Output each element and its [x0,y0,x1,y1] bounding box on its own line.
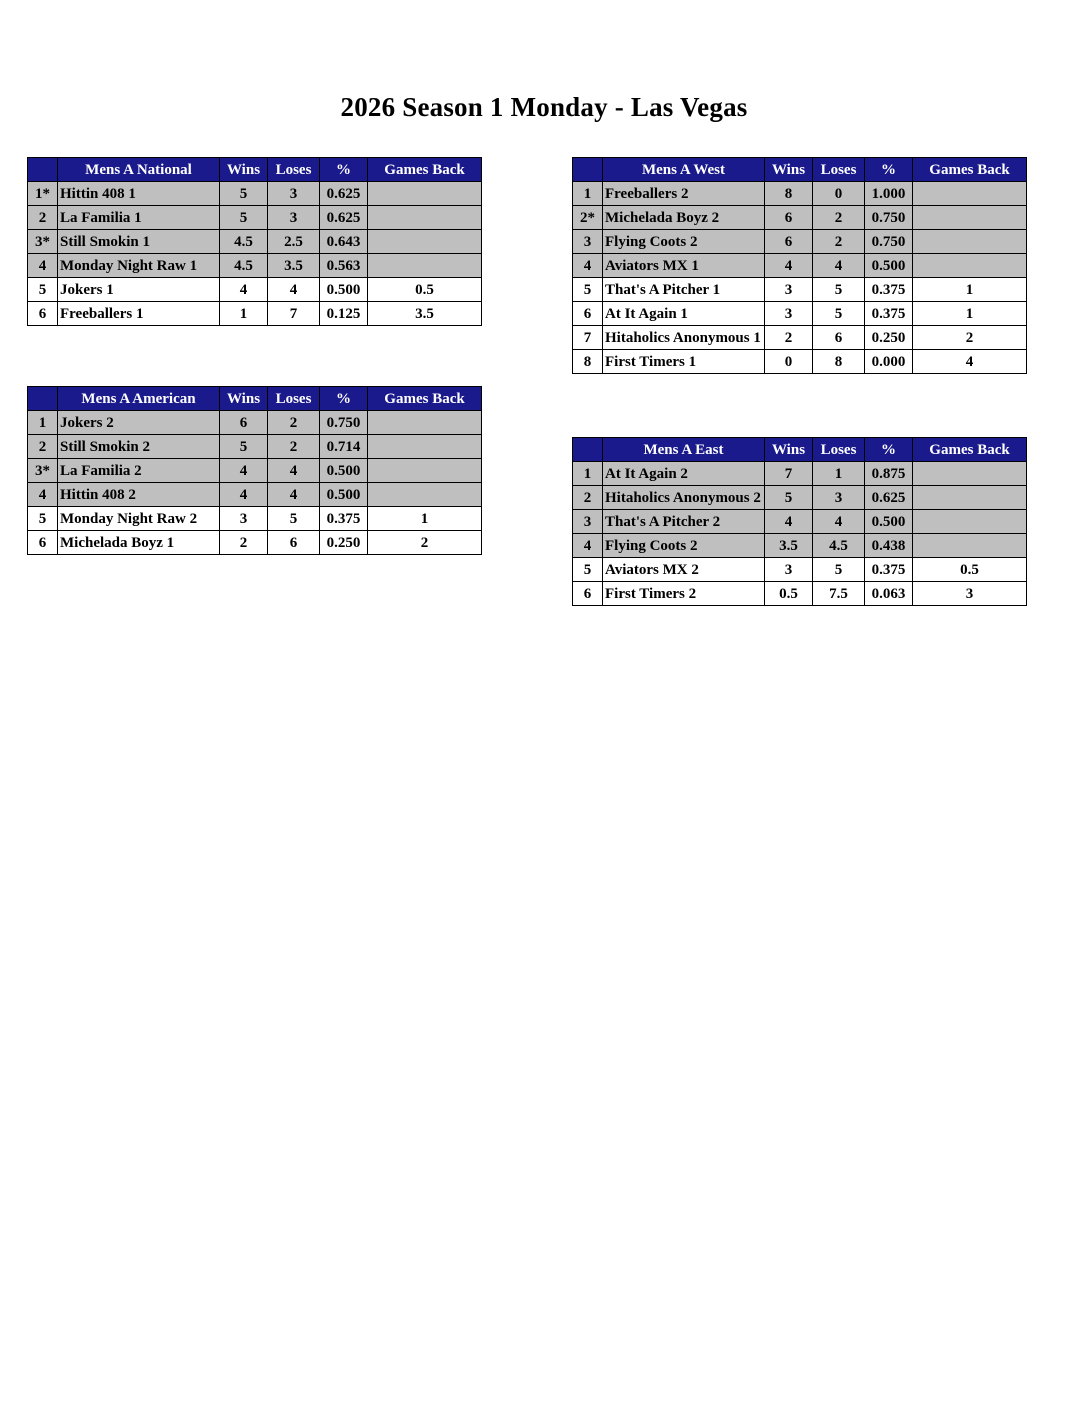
table-row [573,534,1027,558]
cell-rank: 1 [573,182,603,206]
column-header-pct: % [865,438,913,462]
table-row [573,462,1027,486]
cell-loses: 2 [268,435,320,459]
cell-wins: 3.5 [765,534,813,558]
cell-pct: 0.500 [320,483,368,507]
table-row [573,558,1027,582]
cell-loses: 4 [268,483,320,507]
cell-wins: 3 [765,302,813,326]
cell-games-back: 2 [368,531,482,555]
cell-games-back [368,230,482,254]
cell-pct: 0.750 [865,230,913,254]
cell-rank: 4 [28,254,58,278]
cell-wins: 4 [765,254,813,278]
cell-team: Jokers 2 [58,411,220,435]
cell-rank: 7 [573,326,603,350]
cell-loses: 7.5 [813,582,865,606]
table-row [28,206,482,230]
column-header-division: Mens A West [603,158,765,182]
column-header-loses: Loses [813,158,865,182]
cell-wins: 3 [765,558,813,582]
cell-loses: 5 [268,507,320,531]
column-header-games-back: Games Back [368,387,482,411]
cell-rank: 6 [28,302,58,326]
cell-wins: 5 [220,206,268,230]
table-row [28,483,482,507]
cell-team: Monday Night Raw 2 [58,507,220,531]
table-row [28,435,482,459]
cell-games-back: 4 [913,350,1027,374]
cell-pct: 0.500 [865,254,913,278]
cell-rank: 3 [573,510,603,534]
standings-table-west [572,157,1027,374]
cell-rank: 5 [573,278,603,302]
table-row [573,582,1027,606]
table-row [28,254,482,278]
cell-wins: 1 [220,302,268,326]
cell-team: Hittin 408 1 [58,182,220,206]
table-row [573,510,1027,534]
column-header-division: Mens A American [58,387,220,411]
column-header-wins: Wins [765,158,813,182]
cell-loses: 5 [813,278,865,302]
table-row [573,230,1027,254]
cell-wins: 5 [220,182,268,206]
table-row [573,278,1027,302]
cell-loses: 6 [813,326,865,350]
cell-team: Hittin 408 2 [58,483,220,507]
cell-wins: 6 [765,206,813,230]
cell-wins: 4 [220,459,268,483]
column-header-division: Mens A East [603,438,765,462]
cell-loses: 7 [268,302,320,326]
standings-table-east [572,437,1027,606]
cell-team: Freeballers 2 [603,182,765,206]
cell-team: Michelada Boyz 1 [58,531,220,555]
cell-rank: 5 [28,278,58,302]
cell-pct: 0.875 [865,462,913,486]
cell-pct: 0.500 [320,278,368,302]
column-header-division: Mens A National [58,158,220,182]
cell-pct: 0.125 [320,302,368,326]
cell-pct: 0.438 [865,534,913,558]
cell-rank: 6 [28,531,58,555]
cell-loses: 3.5 [268,254,320,278]
cell-wins: 2 [765,326,813,350]
cell-wins: 0 [765,350,813,374]
cell-wins: 5 [220,435,268,459]
cell-loses: 2 [813,230,865,254]
column-header-wins: Wins [220,158,268,182]
table-row [573,486,1027,510]
cell-pct: 0.250 [865,326,913,350]
table-row [573,302,1027,326]
cell-games-back [913,254,1027,278]
cell-loses: 3 [268,182,320,206]
cell-loses: 4.5 [813,534,865,558]
cell-wins: 5 [765,486,813,510]
cell-team: First Timers 1 [603,350,765,374]
cell-rank: 6 [573,582,603,606]
cell-wins: 3 [765,278,813,302]
cell-games-back [368,206,482,230]
cell-team: Still Smokin 2 [58,435,220,459]
cell-rank: 1* [28,182,58,206]
cell-games-back [913,462,1027,486]
table-header-row [573,158,1027,182]
table-row [28,411,482,435]
column-header-rank [28,387,58,411]
cell-loses: 4 [268,459,320,483]
cell-pct: 0.625 [320,182,368,206]
cell-pct: 0.250 [320,531,368,555]
column-header-games-back: Games Back [913,158,1027,182]
cell-loses: 6 [268,531,320,555]
cell-rank: 4 [573,254,603,278]
cell-team: Freeballers 1 [58,302,220,326]
cell-pct: 0.375 [320,507,368,531]
cell-team: Hitaholics Anonymous 1 [603,326,765,350]
cell-rank: 2 [28,435,58,459]
cell-rank: 2 [28,206,58,230]
page-title: 2026 Season 1 Monday - Las Vegas [340,92,748,122]
table-row [28,230,482,254]
cell-team: Flying Coots 2 [603,534,765,558]
cell-loses: 4 [813,254,865,278]
cell-rank: 4 [573,534,603,558]
cell-team: La Familia 2 [58,459,220,483]
cell-games-back: 1 [913,302,1027,326]
cell-games-back [368,254,482,278]
cell-loses: 2 [268,411,320,435]
cell-rank: 3 [573,230,603,254]
cell-pct: 0.500 [865,510,913,534]
standings-table-american [27,386,482,555]
cell-loses: 0 [813,182,865,206]
cell-rank: 1 [573,462,603,486]
cell-pct: 0.000 [865,350,913,374]
cell-wins: 4 [220,483,268,507]
table-row [28,459,482,483]
table-row [28,531,482,555]
column-header-rank [28,158,58,182]
cell-wins: 4.5 [220,254,268,278]
cell-games-back: 3 [913,582,1027,606]
column-header-games-back: Games Back [368,158,482,182]
table-row [28,182,482,206]
cell-wins: 6 [220,411,268,435]
cell-team: Aviators MX 1 [603,254,765,278]
cell-games-back [913,486,1027,510]
cell-loses: 4 [813,510,865,534]
cell-games-back [368,483,482,507]
table-row [28,507,482,531]
cell-team: Michelada Boyz 2 [603,206,765,230]
table-row [573,350,1027,374]
cell-pct: 1.000 [865,182,913,206]
cell-pct: 0.375 [865,278,913,302]
cell-wins: 4 [220,278,268,302]
cell-rank: 3* [28,230,58,254]
cell-wins: 4 [765,510,813,534]
table-row [573,254,1027,278]
cell-wins: 0.5 [765,582,813,606]
cell-team: Aviators MX 2 [603,558,765,582]
cell-rank: 3* [28,459,58,483]
table-row [573,326,1027,350]
cell-team: At It Again 2 [603,462,765,486]
cell-games-back [368,411,482,435]
column-header-loses: Loses [268,158,320,182]
cell-rank: 8 [573,350,603,374]
cell-wins: 2 [220,531,268,555]
cell-games-back: 3.5 [368,302,482,326]
table-row [28,302,482,326]
cell-team: Monday Night Raw 1 [58,254,220,278]
cell-wins: 4.5 [220,230,268,254]
column-header-loses: Loses [268,387,320,411]
cell-games-back [368,435,482,459]
cell-loses: 2.5 [268,230,320,254]
cell-team: Hitaholics Anonymous 2 [603,486,765,510]
cell-rank: 5 [573,558,603,582]
cell-team: That's A Pitcher 1 [603,278,765,302]
cell-pct: 0.375 [865,302,913,326]
cell-games-back [913,534,1027,558]
cell-team: Flying Coots 2 [603,230,765,254]
column-header-pct: % [865,158,913,182]
cell-pct: 0.500 [320,459,368,483]
column-header-wins: Wins [220,387,268,411]
cell-games-back: 2 [913,326,1027,350]
cell-pct: 0.714 [320,435,368,459]
cell-team: First Timers 2 [603,582,765,606]
cell-loses: 4 [268,278,320,302]
cell-games-back: 0.5 [913,558,1027,582]
cell-rank: 5 [28,507,58,531]
table-header-row [28,158,482,182]
cell-pct: 0.625 [320,206,368,230]
cell-games-back: 0.5 [368,278,482,302]
cell-pct: 0.643 [320,230,368,254]
cell-pct: 0.750 [320,411,368,435]
cell-pct: 0.375 [865,558,913,582]
cell-rank: 6 [573,302,603,326]
cell-team: That's A Pitcher 2 [603,510,765,534]
standings-table-national [27,157,482,326]
cell-games-back [368,182,482,206]
cell-rank: 4 [28,483,58,507]
table-row [573,182,1027,206]
cell-pct: 0.625 [865,486,913,510]
cell-rank: 2 [573,486,603,510]
cell-wins: 6 [765,230,813,254]
cell-games-back: 1 [368,507,482,531]
column-header-rank [573,438,603,462]
column-header-pct: % [320,387,368,411]
cell-rank: 2* [573,206,603,230]
cell-wins: 7 [765,462,813,486]
cell-team: At It Again 1 [603,302,765,326]
cell-pct: 0.063 [865,582,913,606]
cell-wins: 3 [220,507,268,531]
column-header-loses: Loses [813,438,865,462]
cell-loses: 2 [813,206,865,230]
column-header-pct: % [320,158,368,182]
column-header-rank [573,158,603,182]
cell-loses: 5 [813,558,865,582]
cell-games-back: 1 [913,278,1027,302]
table-header-row [573,438,1027,462]
cell-loses: 5 [813,302,865,326]
table-header-row [28,387,482,411]
cell-team: La Familia 1 [58,206,220,230]
cell-wins: 8 [765,182,813,206]
cell-loses: 3 [813,486,865,510]
cell-games-back [913,182,1027,206]
cell-pct: 0.750 [865,206,913,230]
column-header-wins: Wins [765,438,813,462]
cell-games-back [913,230,1027,254]
table-row [28,278,482,302]
column-header-games-back: Games Back [913,438,1027,462]
cell-games-back [913,206,1027,230]
cell-rank: 1 [28,411,58,435]
cell-pct: 0.563 [320,254,368,278]
cell-loses: 8 [813,350,865,374]
cell-games-back [913,510,1027,534]
table-row [573,206,1027,230]
cell-games-back [368,459,482,483]
cell-loses: 1 [813,462,865,486]
cell-team: Jokers 1 [58,278,220,302]
cell-loses: 3 [268,206,320,230]
cell-team: Still Smokin 1 [58,230,220,254]
